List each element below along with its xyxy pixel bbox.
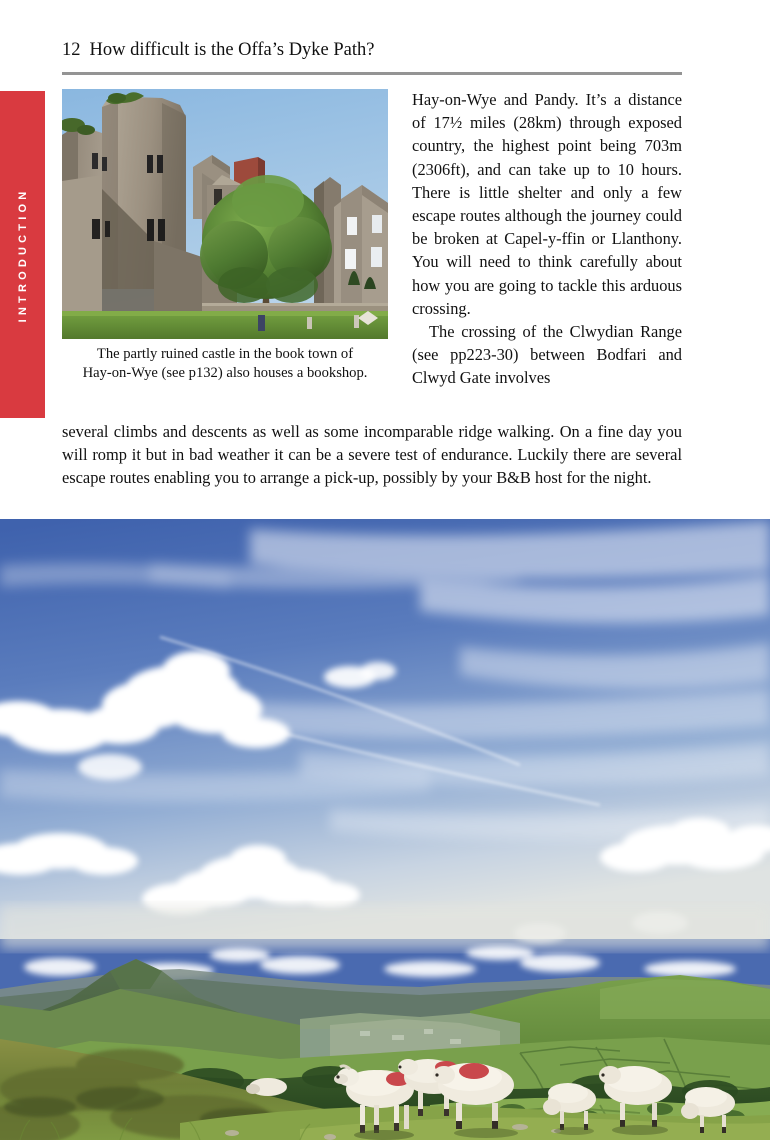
landscape-photo-artwork [0, 519, 770, 1140]
section-tab-label: INTRODUCTION [16, 187, 29, 322]
paragraph-clwydian-continued: several climbs and descents as well as some incomparable ridge walking. On a fine day you will romp it but in bad weather it can be a severe test of endurance. Luckily there are several escape routes enabling you to arrange a pick-up, possibly by your B&B host for the night. [62, 422, 682, 488]
castle-photo-caption [58, 345, 392, 384]
running-head [62, 40, 682, 61]
body-text-right-column [412, 88, 682, 390]
body-text-full-width [62, 420, 682, 490]
caption-line-2: Hay-on-Wye (see p132) also houses a bookshop. [82, 365, 368, 382]
page-number: 12 [62, 40, 81, 60]
running-head-title: How difficult is the Offa’s Dyke Path? [89, 40, 375, 60]
section-tab-introduction [0, 91, 45, 418]
paragraph-clwydian: The crossing of the Clwydian Range (see pp223-30) between Bodfari and Clwyd Gate involves [412, 322, 682, 388]
header-rule [62, 72, 682, 75]
landscape-photo [0, 519, 770, 1140]
castle-photo [62, 89, 388, 339]
paragraph-continued: Hay-on-Wye and Pandy. It’s a distance of 17½ miles (28km) through exposed country, the highest point being 703m (2306ft), and can take up to 10 hours. There is little shelter and only a few escape routes although the journey could be broken at Capel-y-ffin or Llanthony. You will need to think carefully about how you are going to tackle this arduous crossing. [412, 90, 682, 318]
caption-line-1: The partly ruined castle in the book town of [96, 346, 354, 362]
castle-photo-artwork [62, 89, 388, 339]
